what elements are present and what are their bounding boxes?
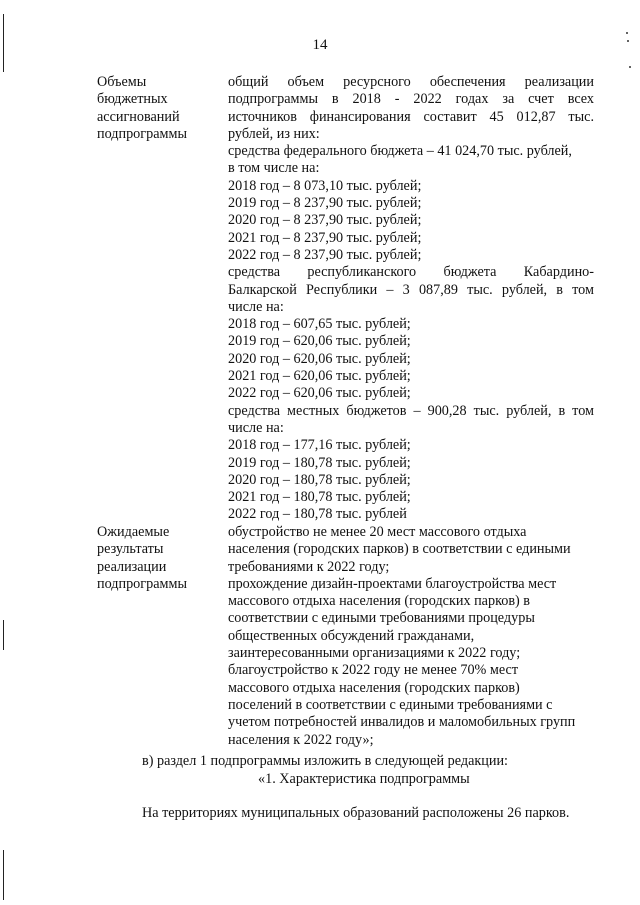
text-line: массового отдыха населения (городских парков) в xyxy=(228,593,531,610)
year-line: 2019 год – 8 237,90 тыс. рублей; xyxy=(228,195,422,212)
text-line: источников финансирования составит 45 012,87 тыс. xyxy=(228,108,594,125)
volumes-label xyxy=(97,74,215,143)
label-line: подпрограммы xyxy=(97,125,187,142)
year-line: 2022 год – 180,78 тыс. рублей xyxy=(228,506,407,523)
text-line: населения (городских парков) в соответствии с едиными xyxy=(228,541,571,558)
year-line: 2022 год – 8 237,90 тыс. рублей; xyxy=(228,246,422,263)
text-line: населения к 2022 году»; xyxy=(228,731,374,748)
label-line: подпрограммы xyxy=(97,575,187,592)
label-line: реализации xyxy=(97,558,167,575)
year-line: 2018 год – 177,16 тыс. рублей; xyxy=(228,437,411,454)
corner-dot xyxy=(626,32,628,34)
text-line: подпрограммы в 2018 - 2022 годах за счет всех xyxy=(228,91,594,108)
results-text xyxy=(228,524,594,749)
year-line: 2020 год – 620,06 тыс. рублей; xyxy=(228,350,411,367)
text-line: Балкарской Республики – 3 087,89 тыс. рублей, в том xyxy=(228,281,594,298)
year-line: 2018 год – 8 073,10 тыс. рублей; xyxy=(228,177,422,194)
label-line: ассигнований xyxy=(97,108,180,125)
label-line: Ожидаемые xyxy=(97,524,170,540)
year-line: 2021 год – 180,78 тыс. рублей; xyxy=(228,489,411,506)
corner-dot xyxy=(629,66,631,68)
left-margin-mark xyxy=(3,850,4,900)
label-line: результаты xyxy=(97,541,164,558)
year-line: 2021 год – 620,06 тыс. рублей; xyxy=(228,368,411,385)
text-line: обустройство не менее 20 мест массового отдыха xyxy=(228,524,527,540)
year-line: 2020 год – 180,78 тыс. рублей; xyxy=(228,471,411,488)
text-line: заинтересованными организациями к 2022 году; xyxy=(228,645,521,662)
year-line: 2018 год – 607,65 тыс. рублей; xyxy=(228,316,411,333)
section-heading: «1. Характеристика подпрограммы xyxy=(258,771,470,787)
label-line: бюджетных xyxy=(97,91,168,108)
text-line: массового отдыха населения (городских парков) xyxy=(228,679,520,696)
text-line: учетом потребностей инвалидов и маломобильных групп xyxy=(228,714,576,731)
volumes-text xyxy=(228,74,594,524)
year-line: 2021 год – 8 237,90 тыс. рублей; xyxy=(228,229,422,246)
text-line: в том числе на: xyxy=(228,160,320,177)
text-line: требованиями к 2022 году; xyxy=(228,558,390,575)
text-line: общественных обсуждений гражданами, xyxy=(228,627,475,644)
text-line: средства федерального бюджета – 41 024,70 тыс. рублей, xyxy=(228,143,572,160)
text-line: средства местных бюджетов – 900,28 тыс. рублей, в том xyxy=(228,402,594,419)
label-line: Объемы xyxy=(97,74,147,90)
year-line: 2019 год – 180,78 тыс. рублей; xyxy=(228,454,411,471)
page-number: 14 xyxy=(312,37,328,53)
text-line: рублей, из них: xyxy=(228,125,320,142)
year-line: 2020 год – 8 237,90 тыс. рублей; xyxy=(228,212,422,229)
text-line: соответствии с едиными требованиями процедуры xyxy=(228,610,535,627)
text-line: прохождение дизайн-проектами благоустройства мест xyxy=(228,575,557,592)
text-line: благоустройство к 2022 году не менее 70% мест xyxy=(228,662,519,679)
text-line: поселений в соответствии с едиными требованиями с xyxy=(228,696,553,713)
year-line: 2022 год – 620,06 тыс. рублей; xyxy=(228,385,411,402)
text-line: общий объем ресурсного обеспечения реализации xyxy=(228,74,594,90)
results-label xyxy=(97,524,215,593)
text-line: числе на: xyxy=(228,298,284,315)
text-line: средства республиканского бюджета Кабардино- xyxy=(228,264,594,281)
amendment-line: в) раздел 1 подпрограммы изложить в следующей редакции: xyxy=(142,753,508,769)
left-margin-mark xyxy=(3,620,4,650)
body-paragraph: На территориях муниципальных образований расположены 26 парков. xyxy=(142,805,570,821)
year-line: 2019 год – 620,06 тыс. рублей; xyxy=(228,333,411,350)
text-line: числе на: xyxy=(228,419,284,436)
